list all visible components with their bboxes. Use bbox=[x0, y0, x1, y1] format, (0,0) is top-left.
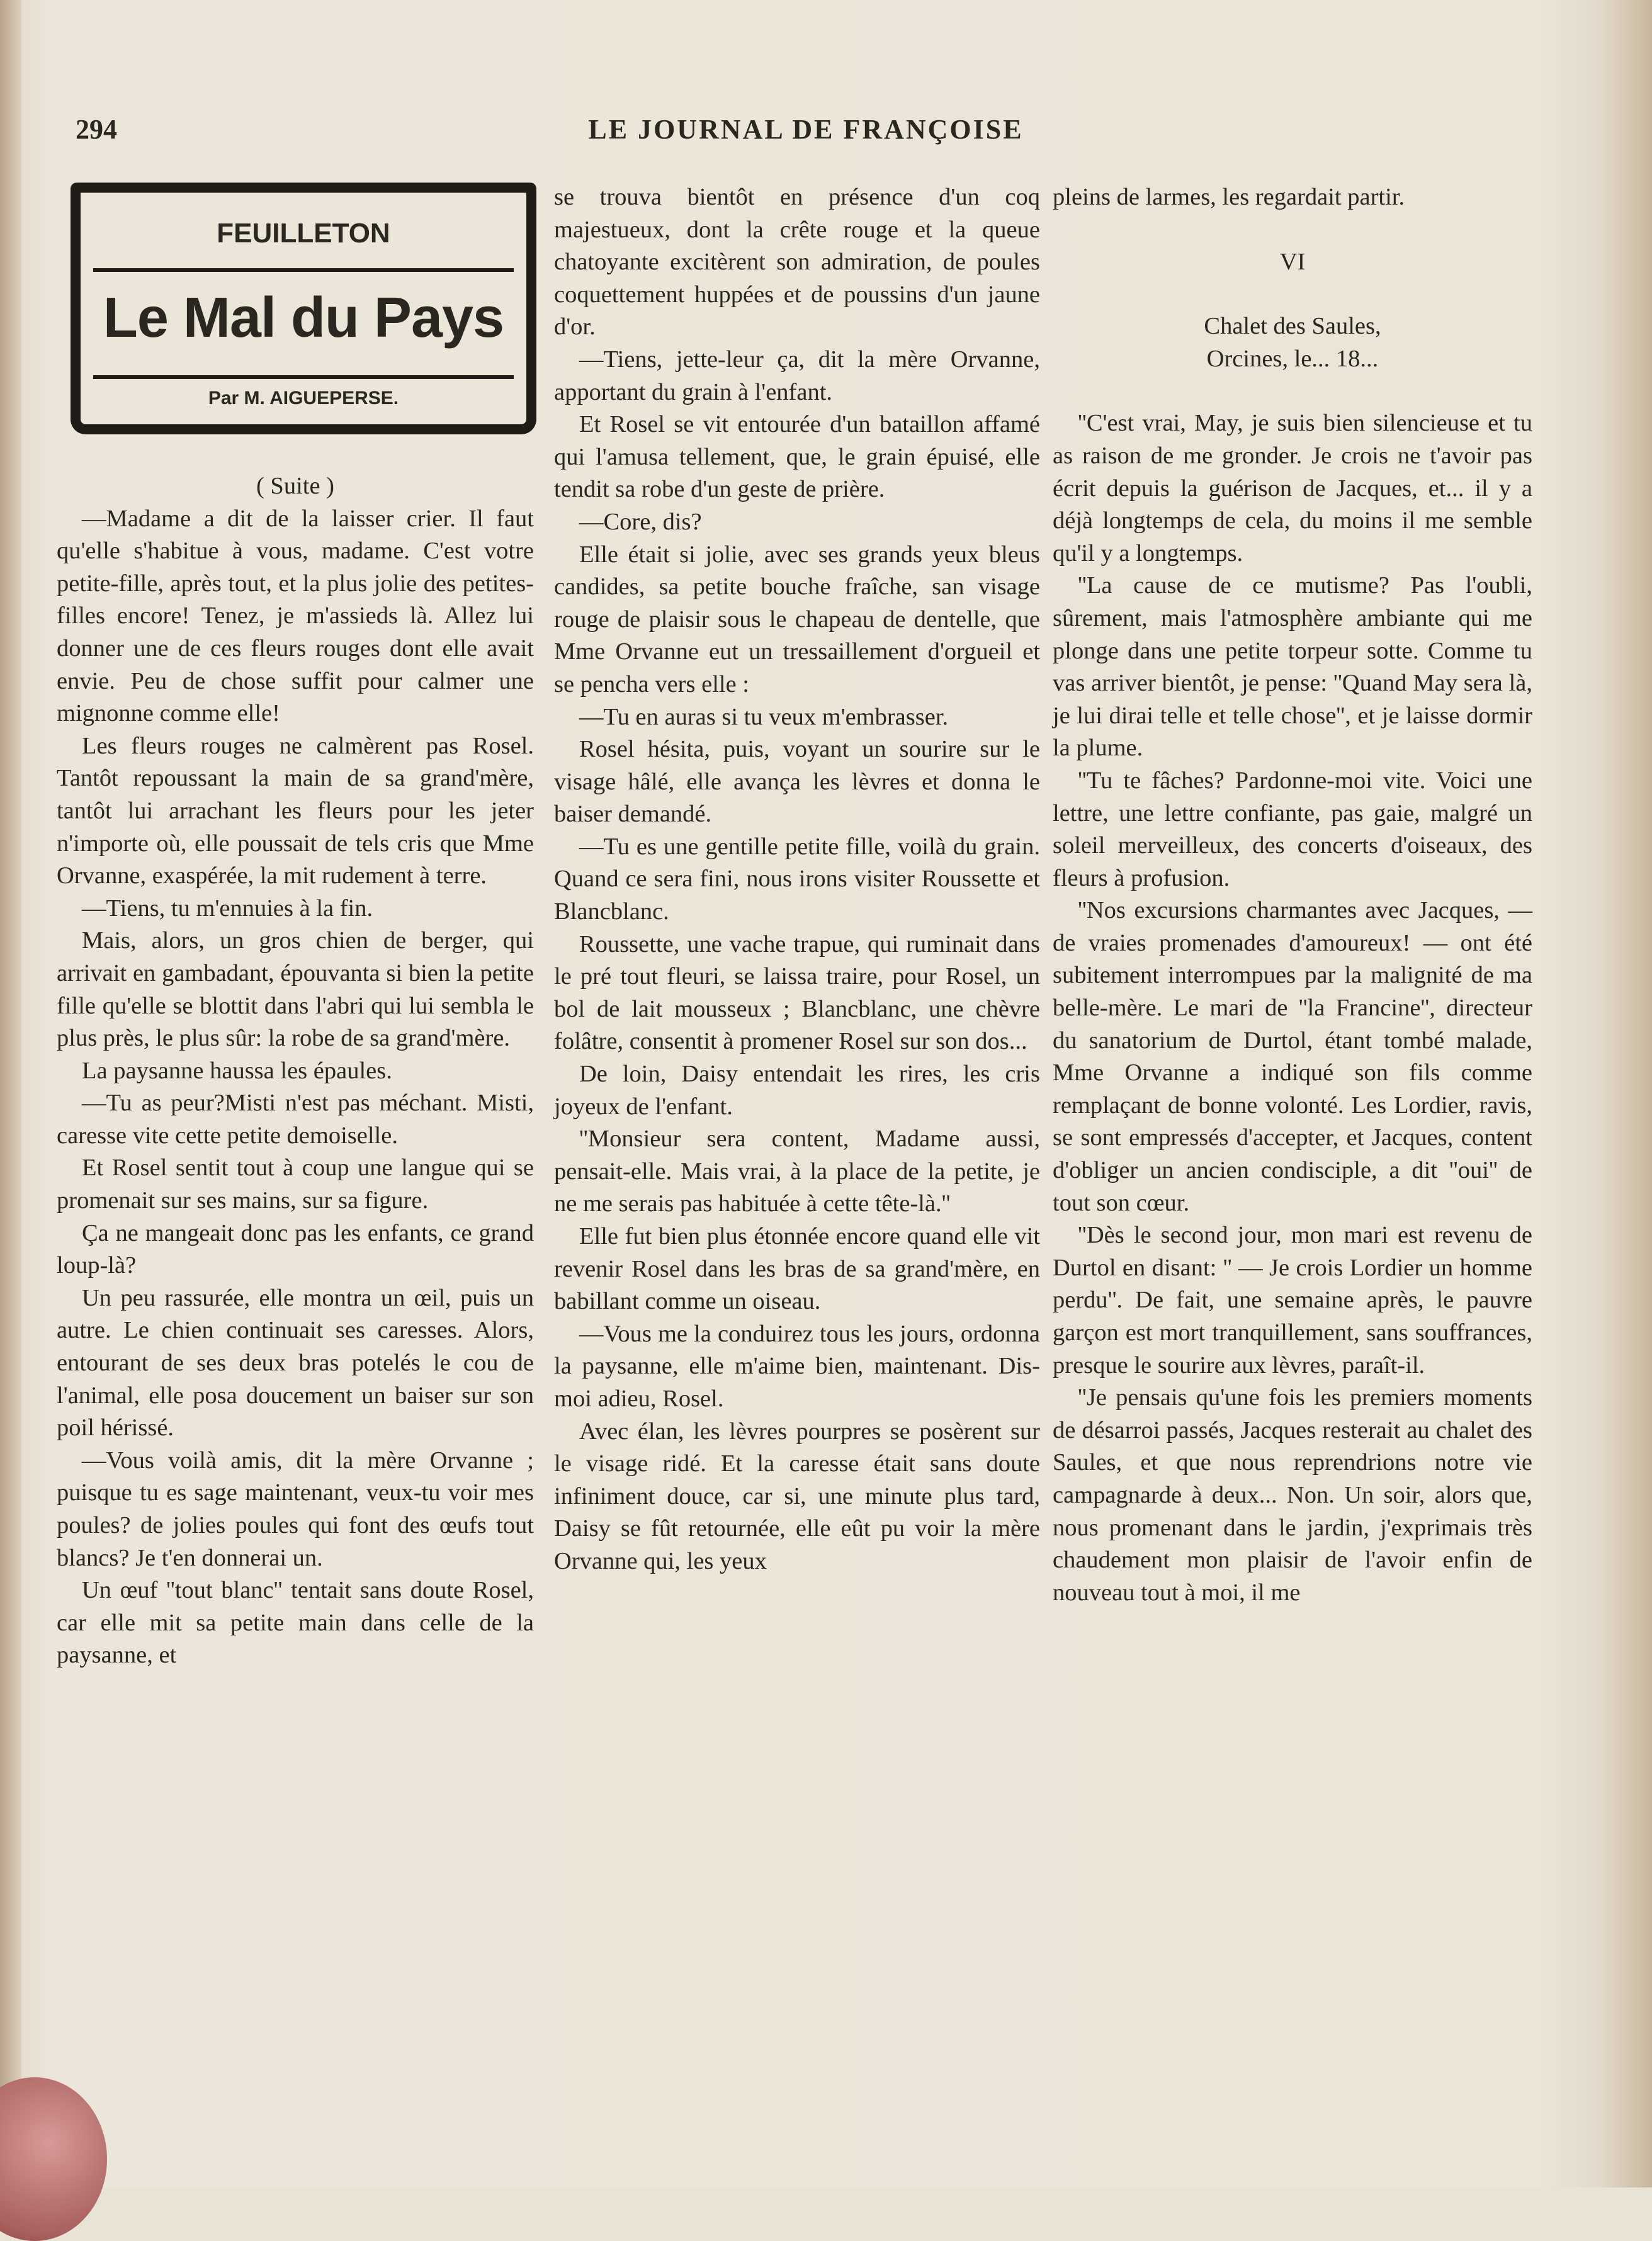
paragraph: ''Nos excursions charmantes avec Jacques, — de vraies promenades d'amoureux! — ont été subitement interrompues par la malignité de ma belle-mère. Le mari de ''la Francine'', directeur du sanatorium de Durtol, étant tombé malade, Mme Orvanne a indiqué son fils comme remplaçant de bonne volonté. Les Lordier, ravis, se sont empressés d'accepter, et Jacques, content d'obliger un ancien condisciple, a dit ''oui'' de tout son cœur. bbox=[1053, 897, 1532, 1216]
feuilleton-kicker: FEUILLETON bbox=[217, 218, 390, 249]
paragraph: —Tu as peur?Misti n'est pas méchant. Misti, caresse vite cette petite demoiselle. bbox=[57, 1090, 534, 1149]
paragraph: —Tu en auras si tu veux m'embrasser. bbox=[579, 703, 949, 730]
paragraph: ''Je pensais qu'une fois les premiers moments de désarroi passés, Jacques resterait au chalet des Saules, et que nous reprendrions notre vie campagnarde à deux... Non. Un soir, alors que, nous promenant dans le jardin, j'exprimais très chaudement mon plaisir de l'avoir enfin de nouveau tout à moi, il me bbox=[1053, 1384, 1532, 1606]
paragraph: Elle fut bien plus étonnée encore quand elle vit revenir Rosel dans les bras de sa grand'mère, en babillant comme un oiseau. bbox=[554, 1223, 1040, 1315]
paragraph: —Tiens, jette-leur ça, dit la mère Orvanne, apportant du grain à l'enfant. bbox=[554, 346, 1040, 405]
paragraph: —Madame a dit de la laisser crier. Il faut qu'elle s'habitue à vous, madame. C'est votre petite-fille, après tout, et la plus jolie des petites-filles encore! Tenez, je m'assieds là. Allez lui donner une de ces fleurs rouges dont elle avait envie. Peu de chose suffit pour calmer une mignonne comme elle! bbox=[57, 505, 534, 727]
box-rule bbox=[93, 375, 514, 379]
paragraph: —Vous me la conduirez tous les jours, ordonna la paysanne, elle m'aime bien, maintenant. Dis-moi adieu, Rosel. bbox=[554, 1320, 1040, 1412]
section-heading: VI bbox=[1279, 248, 1306, 275]
paragraph: —Tu es une gentille petite fille, voilà du grain. Quand ce sera fini, nous irons visiter Roussette et Blancblanc. bbox=[554, 833, 1040, 925]
section-heading: Chalet des Saules, bbox=[1204, 313, 1381, 340]
paragraph: La paysanne haussa les épaules. bbox=[82, 1057, 392, 1084]
paragraph: ''La cause de ce mutisme? Pas l'oubli, sûrement, mais l'atmosphère ambiante qui me plonge dans une petite torpeur sotte. Comme tu vas arriver bientôt, je pense: ''Quand May sera là, je lui dirai telle et telle chose'', et je laisse dormir la plume. bbox=[1053, 572, 1532, 762]
story-author: Par M. AIGUEPERSE. bbox=[208, 388, 399, 409]
paragraph: Roussette, une vache trapue, qui ruminait dans le pré tout fleuri, se laissa traire, pour Rosel, un bol de lait mousseux ; Blancblanc, une chèvre folâtre, consentit à promener Rosel sur son dos... bbox=[554, 930, 1040, 1055]
paragraph-spacer bbox=[1053, 214, 1532, 246]
paragraph: —Vous voilà amis, dit la mère Orvanne ; puisque tu es sage maintenant, veux-tu voir mes poules? de jolies poules qui font des œufs tout blancs? Je t'en donnerai un. bbox=[57, 1447, 534, 1571]
paragraph-spacer bbox=[1053, 278, 1532, 310]
paragraph: Elle était si jolie, avec ses grands yeux bleus candides, sa petite bouche fraîche, san visage rouge de plaisir sous le chapeau de dentelle, que Mme Orvanne eut un tressaillement d'orgueil et se pencha vers elle : bbox=[554, 541, 1040, 697]
paragraph: Les fleurs rouges ne calmèrent pas Rosel. Tantôt repoussant la main de sa grand'mère, tantôt lui arrachant les fleurs pour les jeter n'importe où, elle poussait de tels cris que Mme Orvanne, exaspérée, la mit rudement à terre. bbox=[57, 732, 534, 889]
paragraph: Ça ne mangeait donc pas les enfants, ce grand loup-là? bbox=[57, 1219, 534, 1279]
paragraph: Mais, alors, un gros chien de berger, qui arrivait en gambadant, épouvanta si bien la petite fille qu'elle se blottit dans l'abri qui lui sembla le plus près, le plus sûr: la robe de sa grand'mère. bbox=[57, 927, 534, 1052]
page-header bbox=[76, 113, 1536, 157]
paragraph: pleins de larmes, les regardait partir. bbox=[1053, 184, 1405, 210]
paragraph: ''Tu te fâches? Pardonne-moi vite. Voici une lettre, une lettre confiante, pas gaie, malgré un soleil merveilleux, des concerts d'oiseaux, des fleurs à profusion. bbox=[1053, 767, 1532, 891]
paragraph: Un peu rassurée, elle montra un œil, puis un autre. Le chien continuait ses caresses. Alors, entourant de ses deux bras potelés le cou de l'animal, elle posa doucement un baiser sur son poil hérissé. bbox=[57, 1284, 534, 1442]
paragraph: —Tiens, tu m'ennuies à la fin. bbox=[82, 895, 373, 922]
box-rule bbox=[93, 268, 514, 272]
paragraph: Et Rosel se vit entourée d'un bataillon affamé qui l'amusa tellement, que, le grain épuisé, elle tendit sa robe d'un geste de prière. bbox=[554, 411, 1040, 503]
paragraph-spacer bbox=[1053, 375, 1532, 407]
story-title: Le Mal du Pays bbox=[103, 286, 504, 349]
paragraph: De loin, Daisy entendait les rires, les cris joyeux de l'enfant. bbox=[554, 1061, 1040, 1120]
paragraph: ''C'est vrai, May, je suis bien silencieuse et tu as raison de me gronder. Je crois ne t'avoir pas écrit depuis la guérison de Jacques, et... il y a déjà longtemps de cela, du moins il me semble qu'il y a longtemps. bbox=[1053, 410, 1532, 567]
text-column-1 bbox=[57, 470, 534, 1672]
page-number: 294 bbox=[76, 114, 117, 145]
running-head: LE JOURNAL DE FRANÇOISE bbox=[588, 114, 1024, 145]
binding-edge bbox=[0, 0, 21, 2187]
paragraph: Avec élan, les lèvres pourpres se posèrent sur le visage ridé. Et la caresse était sans doute infiniment douce, car si, une minute plus tard, Daisy se fût retournée, elle eût pu voir la mère Orvanne qui, les yeux bbox=[554, 1418, 1040, 1574]
paragraph: ''Monsieur sera content, Madame aussi, pensait-elle. Mais vrai, à la place de la petite, je ne me serais pas habituée à cette tête-là.'' bbox=[554, 1126, 1040, 1217]
page-edge bbox=[1602, 0, 1652, 2187]
paragraph: Et Rosel sentit tout à coup une langue qui se promenait sur ses mains, sur sa figure. bbox=[57, 1154, 534, 1214]
feuilleton-title-box bbox=[71, 183, 536, 434]
paragraph: Un œuf ''tout blanc'' tentait sans doute Rosel, car elle mit sa petite main dans celle de la paysanne, et bbox=[57, 1577, 534, 1669]
paragraph: se trouva bientôt en présence d'un coq majestueux, dont la crête rouge et la queue chatoyante excitèrent son admiration, de poules coquettement huppées et de poussins d'un jaune d'or. bbox=[554, 184, 1040, 341]
paragraph: —Core, dis? bbox=[579, 508, 702, 535]
text-column-3 bbox=[1053, 181, 1532, 1609]
text-column-2 bbox=[554, 181, 1040, 1578]
section-heading: ( Suite ) bbox=[256, 473, 335, 499]
finger bbox=[0, 2077, 107, 2241]
section-heading: Orcines, le... 18... bbox=[1206, 345, 1379, 372]
paragraph: ''Dès le second jour, mon mari est revenu de Durtol en disant: '' — Je crois Lordier un homme perdu''. De fait, une semaine après, le pauvre garçon est mort tranquillement, sans souffrances, presque le sourire aux lèvres, paraît-il. bbox=[1053, 1222, 1532, 1379]
paragraph: Rosel hésita, puis, voyant un sourire sur le visage hâlé, elle avança les lèvres et donna le baiser demandé. bbox=[554, 736, 1040, 828]
